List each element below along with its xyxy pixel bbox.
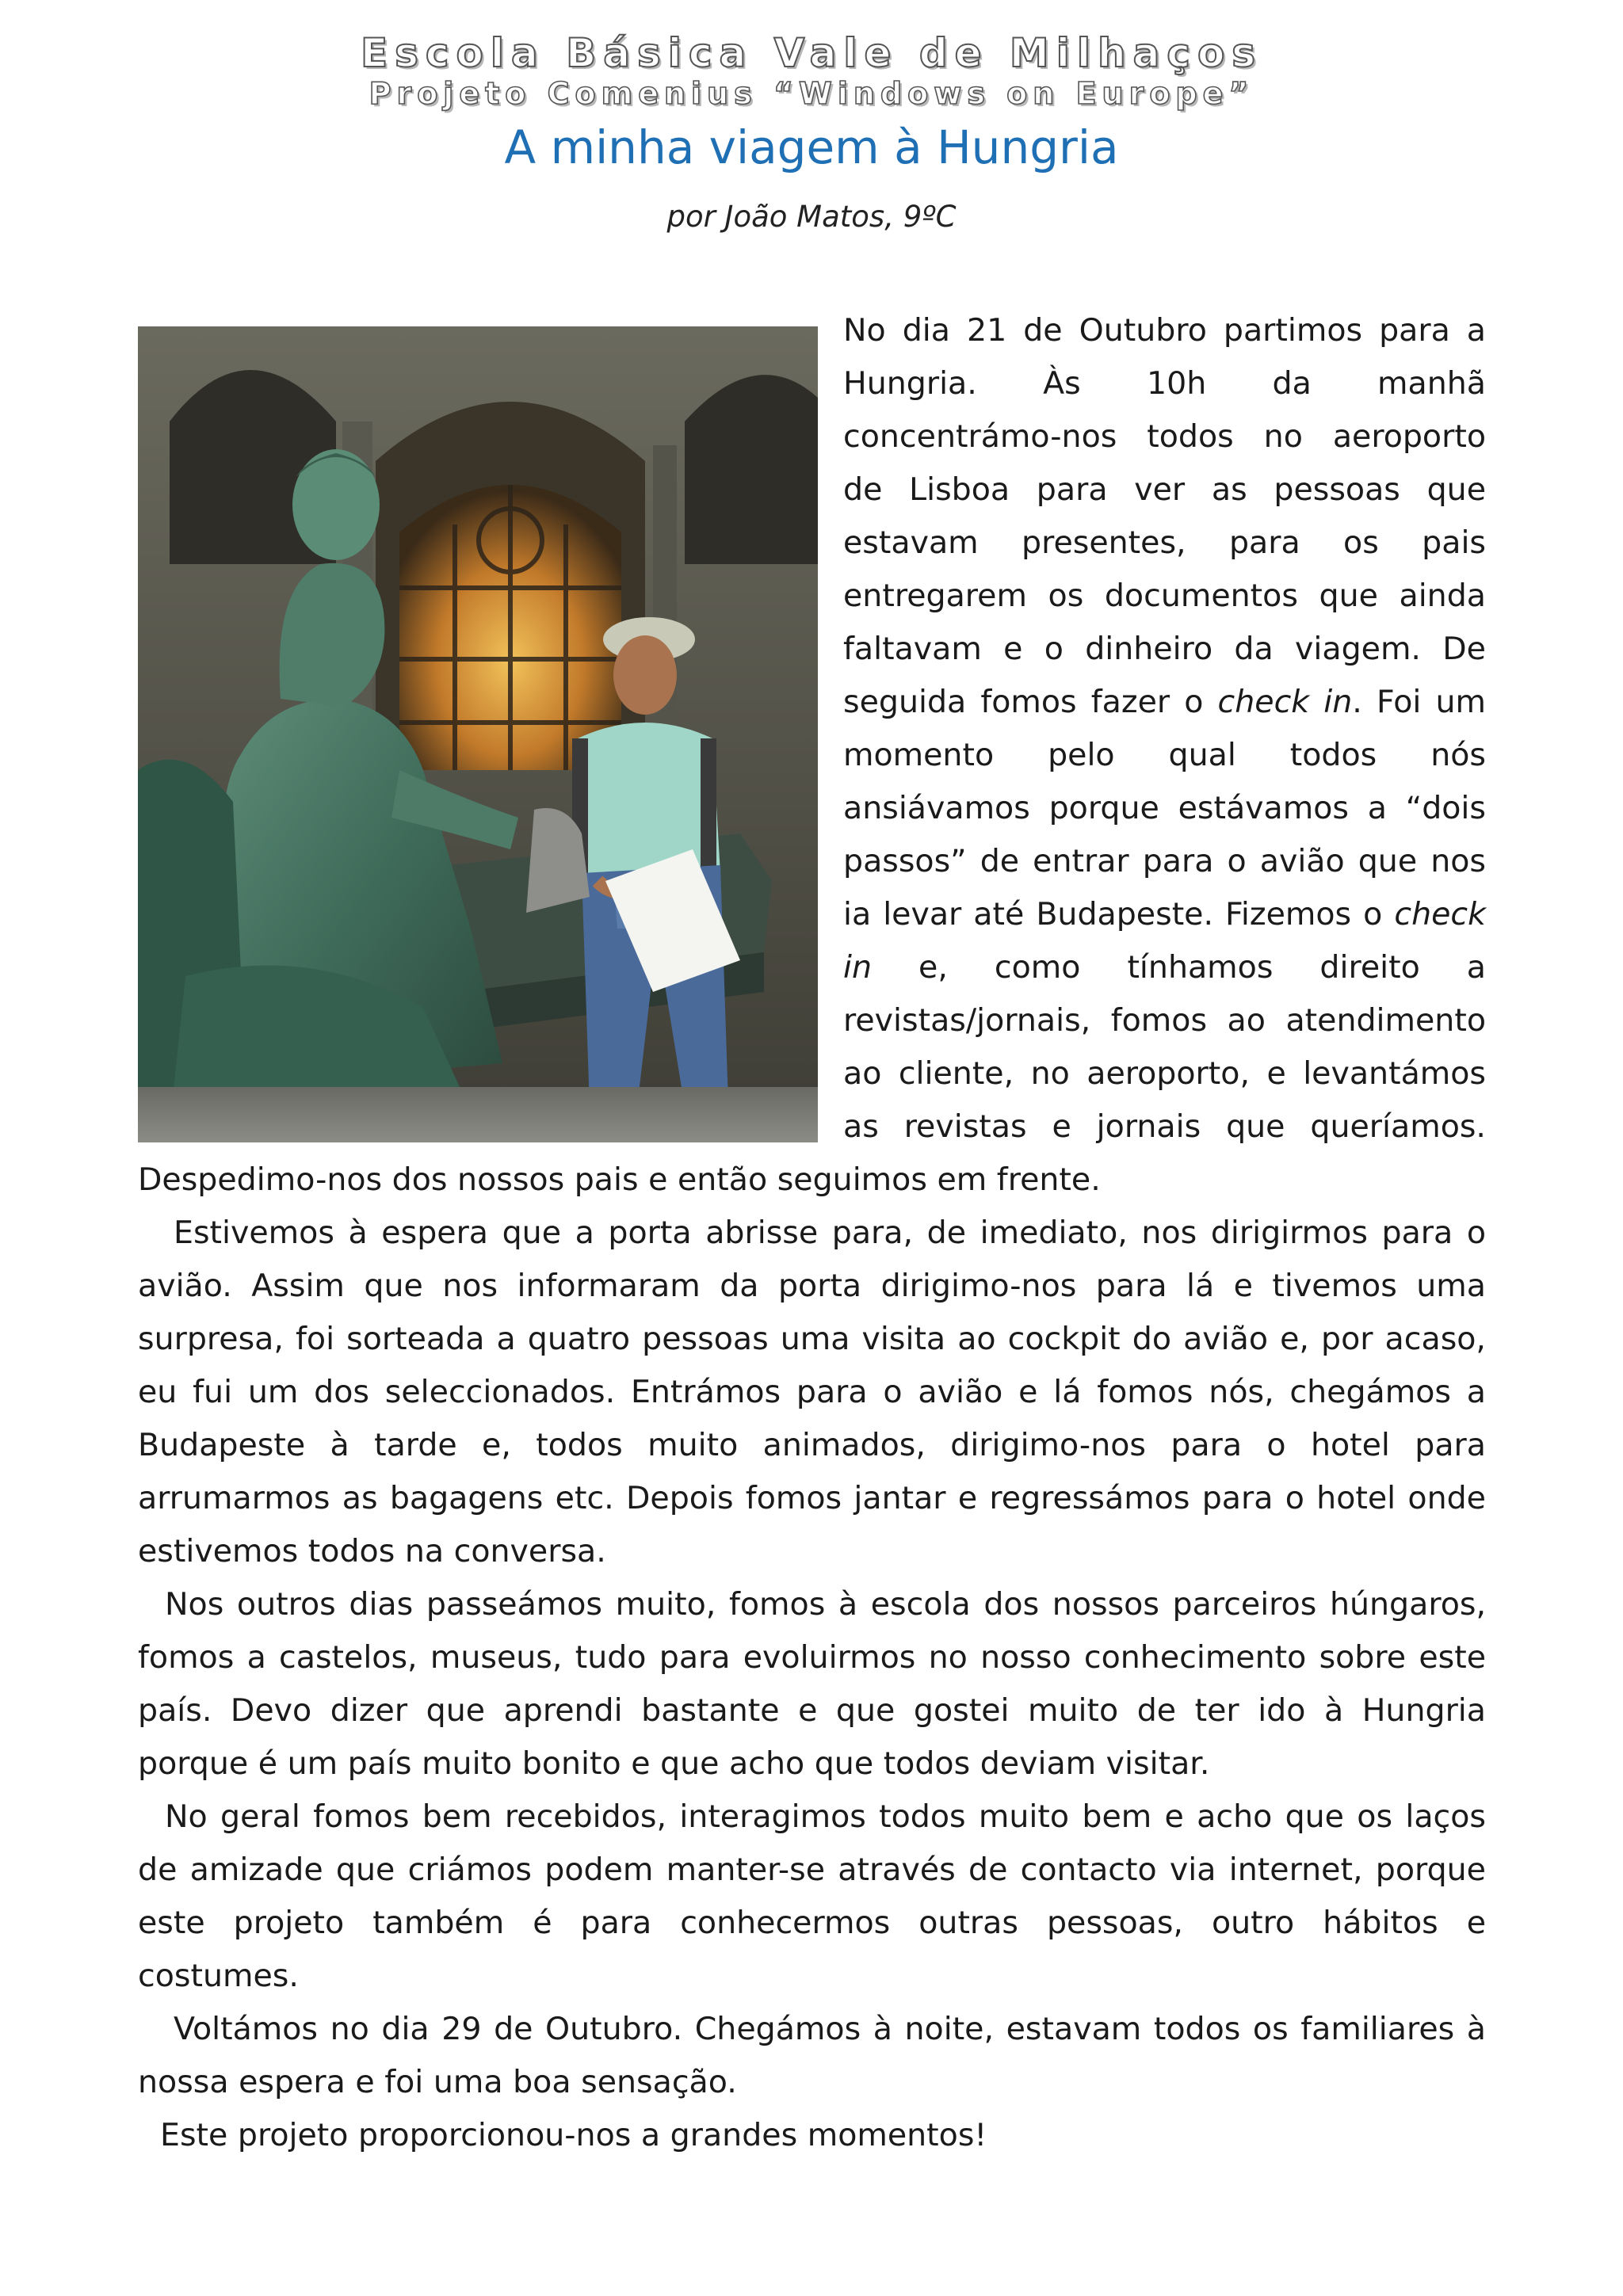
body-line: momento pelo qual todos nós (843, 737, 1486, 773)
school-name-header: Escola Básica Vale de Milhaços (360, 30, 1263, 76)
italic-term: check in (1217, 684, 1353, 720)
body-line: avião. Assim que nos informaram da porta dirigimo-nos para lá e tivemos uma (138, 1268, 1486, 1304)
body-line: estavam presentes, para os pais (843, 524, 1486, 561)
body-line: país. Devo dizer que aprendi bastante e que gostei muito de ter ido à Hungria (138, 1692, 1486, 1729)
body-line: Despedimo-nos dos nossos pais e então seguimos em frente. (138, 1161, 1101, 1198)
article-byline: por João Matos, 9ºC (666, 200, 957, 234)
body-line: este projeto também é para conhecermos outras pessoas, outro hábitos e (138, 1905, 1486, 1941)
body-line (843, 941, 1486, 994)
body-line: Estivemos à espera que a porta abrisse para, de imediato, nos dirigirmos para o (174, 1215, 1486, 1251)
body-text: . Foi um (1352, 684, 1487, 720)
body-line: costumes. (138, 1958, 299, 1994)
body-text: e, como tínhamos direito a (918, 949, 1486, 986)
body-text: ia levar até Budapeste. Fizemos o (843, 896, 1383, 933)
italic-term: check (1394, 896, 1487, 933)
body-line: Este projeto proporcionou-nos a grandes momentos! (160, 2117, 987, 2153)
body-line: No dia 21 de Outubro partimos para a (843, 312, 1486, 349)
body-line (843, 676, 1486, 728)
body-line: porque é um país muito bonito e que acho que todos deviam visitar. (138, 1745, 1210, 1782)
body-text: seguida fomos fazer o (843, 684, 1204, 720)
article-title: A minha viagem à Hungria (504, 120, 1119, 174)
italic-term: in (843, 949, 873, 986)
body-line: de amizade que criámos podem manter-se através de contacto via internet, porque (138, 1852, 1486, 1888)
body-line: Nos outros dias passeámos muito, fomos à escola dos nossos parceiros húngaros, (165, 1586, 1486, 1623)
body-line: ansiávamos porque estávamos a “dois (843, 790, 1486, 826)
body-line: faltavam e o dinheiro da viagem. De (843, 631, 1486, 667)
body-line: fomos a castelos, museus, tudo para evoluirmos no nosso conhecimento sobre este (138, 1639, 1486, 1676)
body-line: estivemos todos na conversa. (138, 1533, 606, 1569)
body-line: revistas/jornais, fomos ao atendimento (843, 1002, 1486, 1039)
body-line (843, 888, 1486, 940)
body-line: Voltámos no dia 29 de Outubro. Chegámos à noite, estavam todos os familiares à (174, 2011, 1486, 2047)
body-line: Budapeste à tarde e, todos muito animados, dirigimo-nos para o hotel para (138, 1427, 1486, 1463)
body-line: surpresa, foi sorteada a quatro pessoas uma visita ao cockpit do avião e, por acaso, (138, 1321, 1486, 1357)
body-line: as revistas e jornais que queríamos. (843, 1108, 1486, 1145)
body-line: entregarem os documentos que ainda (843, 578, 1486, 614)
body-line: ao cliente, no aeroporto, e levantámos (843, 1055, 1486, 1092)
body-line: nossa espera e foi uma boa sensação. (138, 2064, 737, 2100)
body-line: concentrámo-nos todos no aeroporto (843, 418, 1486, 455)
body-line: arrumarmos as bagagens etc. Depois fomos jantar e regressámos para o hotel onde (138, 1480, 1486, 1516)
body-line: passos” de entrar para o avião que nos (843, 843, 1486, 879)
trip-photo (138, 326, 818, 1142)
project-name-header: Projeto Comenius “Windows on Europe” (369, 76, 1254, 111)
body-line: Hungria. Às 10h da manhã (843, 365, 1486, 402)
body-line: de Lisboa para ver as pessoas que (843, 471, 1486, 508)
body-line: No geral fomos bem recebidos, interagimos todos muito bem e acho que os laços (165, 1798, 1486, 1835)
body-line: eu fui um dos seleccionados. Entrámos para o avião e lá fomos nós, chegámos a (138, 1374, 1486, 1410)
